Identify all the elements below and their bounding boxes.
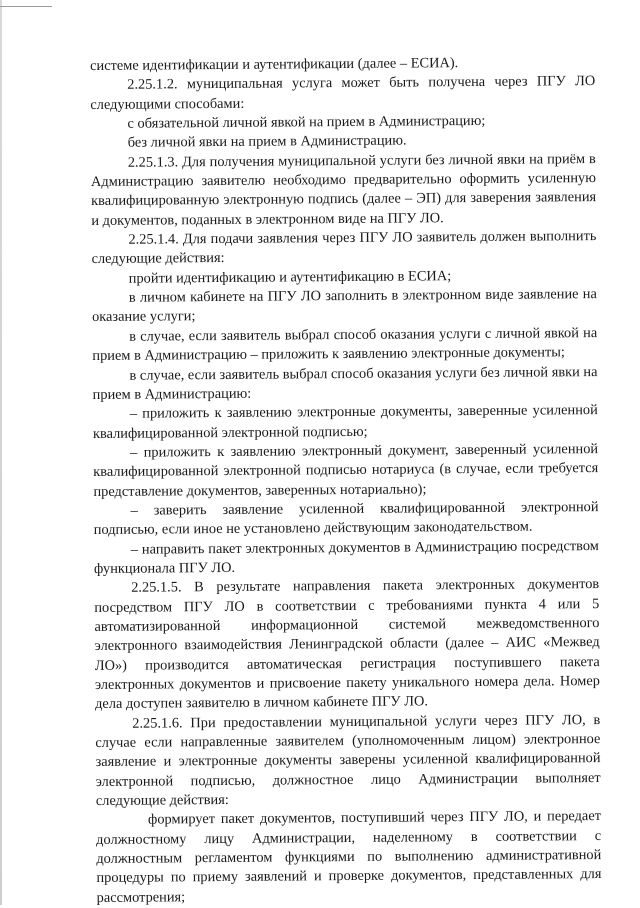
paragraph-14: – направить пакет электронных документов в Администрацию посредством функционала ПГУ ЛО. [93,537,599,577]
paragraph-5: 2.25.1.3. Для получения муниципальной услуги без личной явки на приём в Администрацию заявителю необходимо предварительно оформить усиленную квалифицированную электронную подпись (далее – ЭП) для заверения заявления и документов, поданных в электронном виде на ПГУ ЛО. [90,150,597,229]
paragraph-13: – заверить заявление усиленной квалифицированной электронной подписью, если иное не установлено действующим законодательством. [93,498,599,539]
scan-edge [0,0,2,905]
paragraph-17: формирует пакет документов, поступивший через ПГУ ЛО, и передает должностному лицу Администрации, наделенному в соответствии с должностным регламентом функциями по выполнению административной процедуры по приему заявлений и проверке документов, представленных для рассмотрения; [96,808,602,906]
paragraph-6: 2.25.1.4. Для подачи заявления через ПГУ ЛО заявитель должен выполнить следующие действия: [91,228,597,268]
paragraph-7: пройти идентификацию и аутентификацию в ЕСИА; [128,267,452,287]
paragraph-12: – приложить к заявлению электронный документ, заверенный усиленной квалифицированной электронной подписью нотариуса (в случае, если требуется представление документов, заверенных нотариально); [93,440,599,500]
paragraph-3: с обязательной личной явкой на прием в Администрацию; [127,112,486,132]
paragraph-15: 2.25.1.5. В результате направления пакета электронных документов посредством ПГУ ЛО в соответствии с требованиями пункта 4 или 5 автоматизированной информационной системой межведомственного электронного взаимодействия Ленинградской области (далее – АИС «Межвед ЛО») производится автоматическая регистрация поступившего пакета электронных документов и присвоение пакету уникального номера дела. Номер дела доступен заявителю в личном кабинете ПГУ ЛО. [94,576,600,713]
scan-mark [0,6,52,7]
paragraph-10: в случае, если заявитель выбрал способ оказания услуги без личной явки на прием в Администрацию: [92,363,598,403]
paragraph-16: 2.25.1.6. При предоставлении муниципальной услуги через ПГУ ЛО, в случае если направленные заявителем (уполномоченным лицом) электронное заявление и электронные документы заверены усиленной квалифицированной электронной подписью, должностное лицо Администрации выполняет следующие действия: [95,711,601,810]
document-body [90,53,602,908]
paragraph-11: – приложить к заявлению электронные документы, заверенные усиленной квалифицированной электронной подписью; [92,402,598,442]
paragraph-9: в случае, если заявитель выбрал способ оказания услуги с личной явкой на прием в Администрацию – приложить к заявлению электронные документы; [92,324,598,365]
paragraph-2: 2.25.1.2. муниципальная услуга может быть получена через ПГУ ЛО следующими способами: [90,73,596,113]
paragraph-4: без личной явки на прием в Администрацию. [127,132,407,152]
paragraph-8: в личном кабинете на ПГУ ЛО заполнить в электронном виде заявление на оказание услуги; [91,286,597,326]
paragraph-1: системе идентификации и аутентификации (далее – ЕСИА). [90,55,459,74]
